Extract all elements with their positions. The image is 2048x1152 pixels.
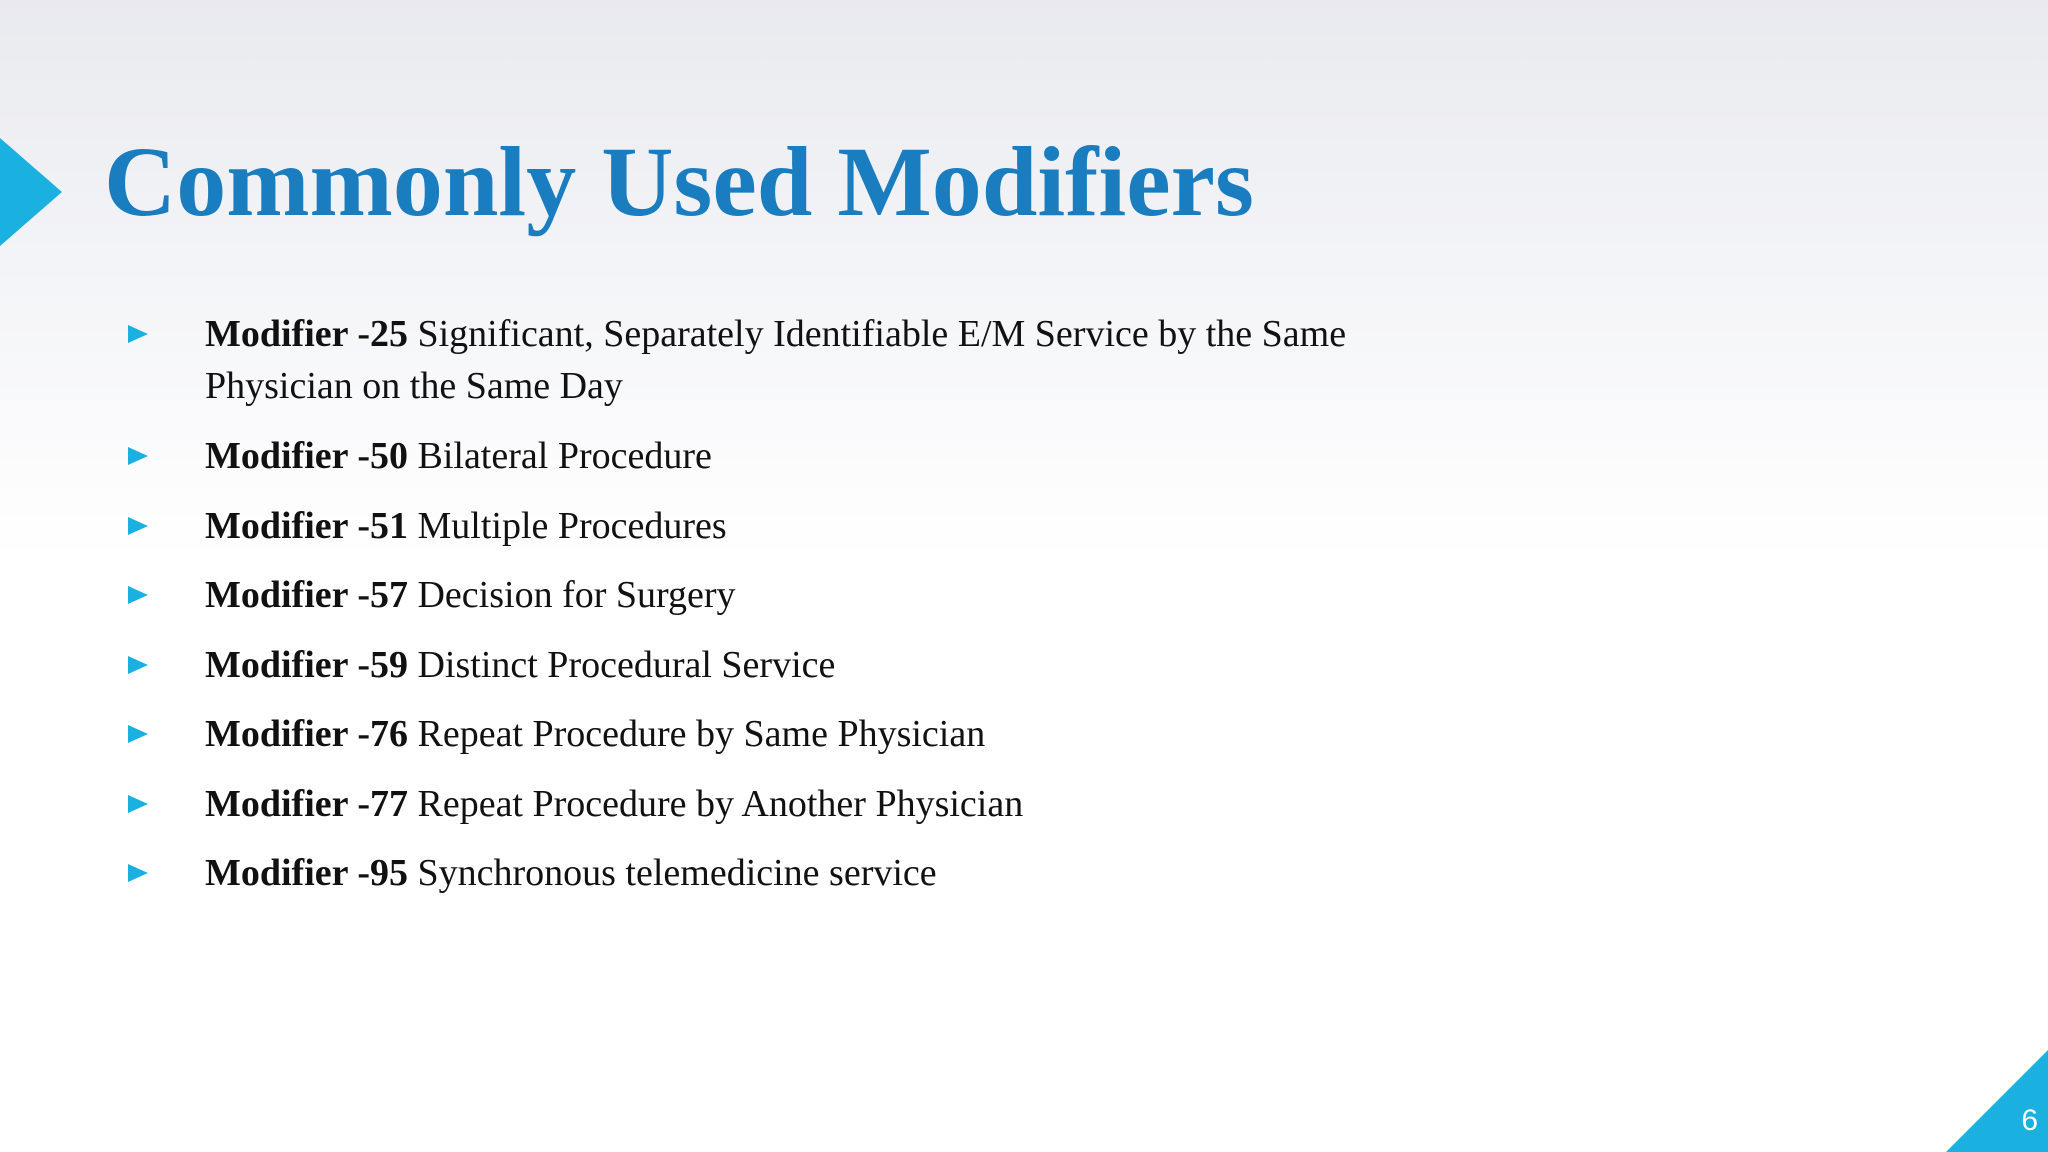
modifier-code: Modifier -76	[205, 713, 408, 755]
modifier-code: Modifier -51	[205, 505, 408, 547]
modifier-description: Significant, Separately Identifiable E/M Service by the Same Physician on the Same Day	[205, 313, 1347, 407]
modifier-code: Modifier -77	[205, 783, 408, 825]
triangle-right-icon	[128, 795, 148, 813]
triangle-right-icon	[128, 586, 148, 604]
modifier-description: Decision for Surgery	[407, 574, 736, 616]
triangle-right-icon	[128, 447, 148, 465]
modifier-description: Repeat Procedure by Same Physician	[407, 713, 986, 755]
triangle-right-icon	[128, 864, 148, 882]
modifier-description: Repeat Procedure by Another Physician	[407, 783, 1024, 825]
triangle-right-icon	[128, 656, 148, 674]
modifier-description: Multiple Procedures	[407, 505, 727, 547]
modifier-description: Bilateral Procedure	[407, 435, 712, 477]
triangle-right-icon	[128, 517, 148, 535]
modifier-code: Modifier -50	[205, 435, 408, 477]
page-number: 6	[2021, 1104, 2038, 1137]
modifier-description: Distinct Procedural Service	[407, 644, 836, 686]
triangle-right-icon	[128, 725, 148, 743]
bullet-text	[205, 430, 1355, 482]
triangle-right-icon	[128, 325, 148, 343]
slide-title: Commonly Used Modifiers	[104, 126, 1254, 237]
bullet-text	[205, 500, 1355, 552]
modifier-code: Modifier -95	[205, 852, 408, 894]
modifier-description: Synchronous telemedicine service	[407, 852, 937, 894]
bullet-text	[205, 308, 1355, 412]
bullet-text	[205, 847, 1355, 899]
bullet-text	[205, 569, 1355, 621]
modifier-code: Modifier -57	[205, 574, 408, 616]
bullet-text	[205, 708, 1355, 760]
bullet-text	[205, 639, 1355, 691]
modifier-code: Modifier -59	[205, 644, 408, 686]
bullet-text	[205, 778, 1355, 830]
modifier-code: Modifier -25	[205, 313, 408, 355]
